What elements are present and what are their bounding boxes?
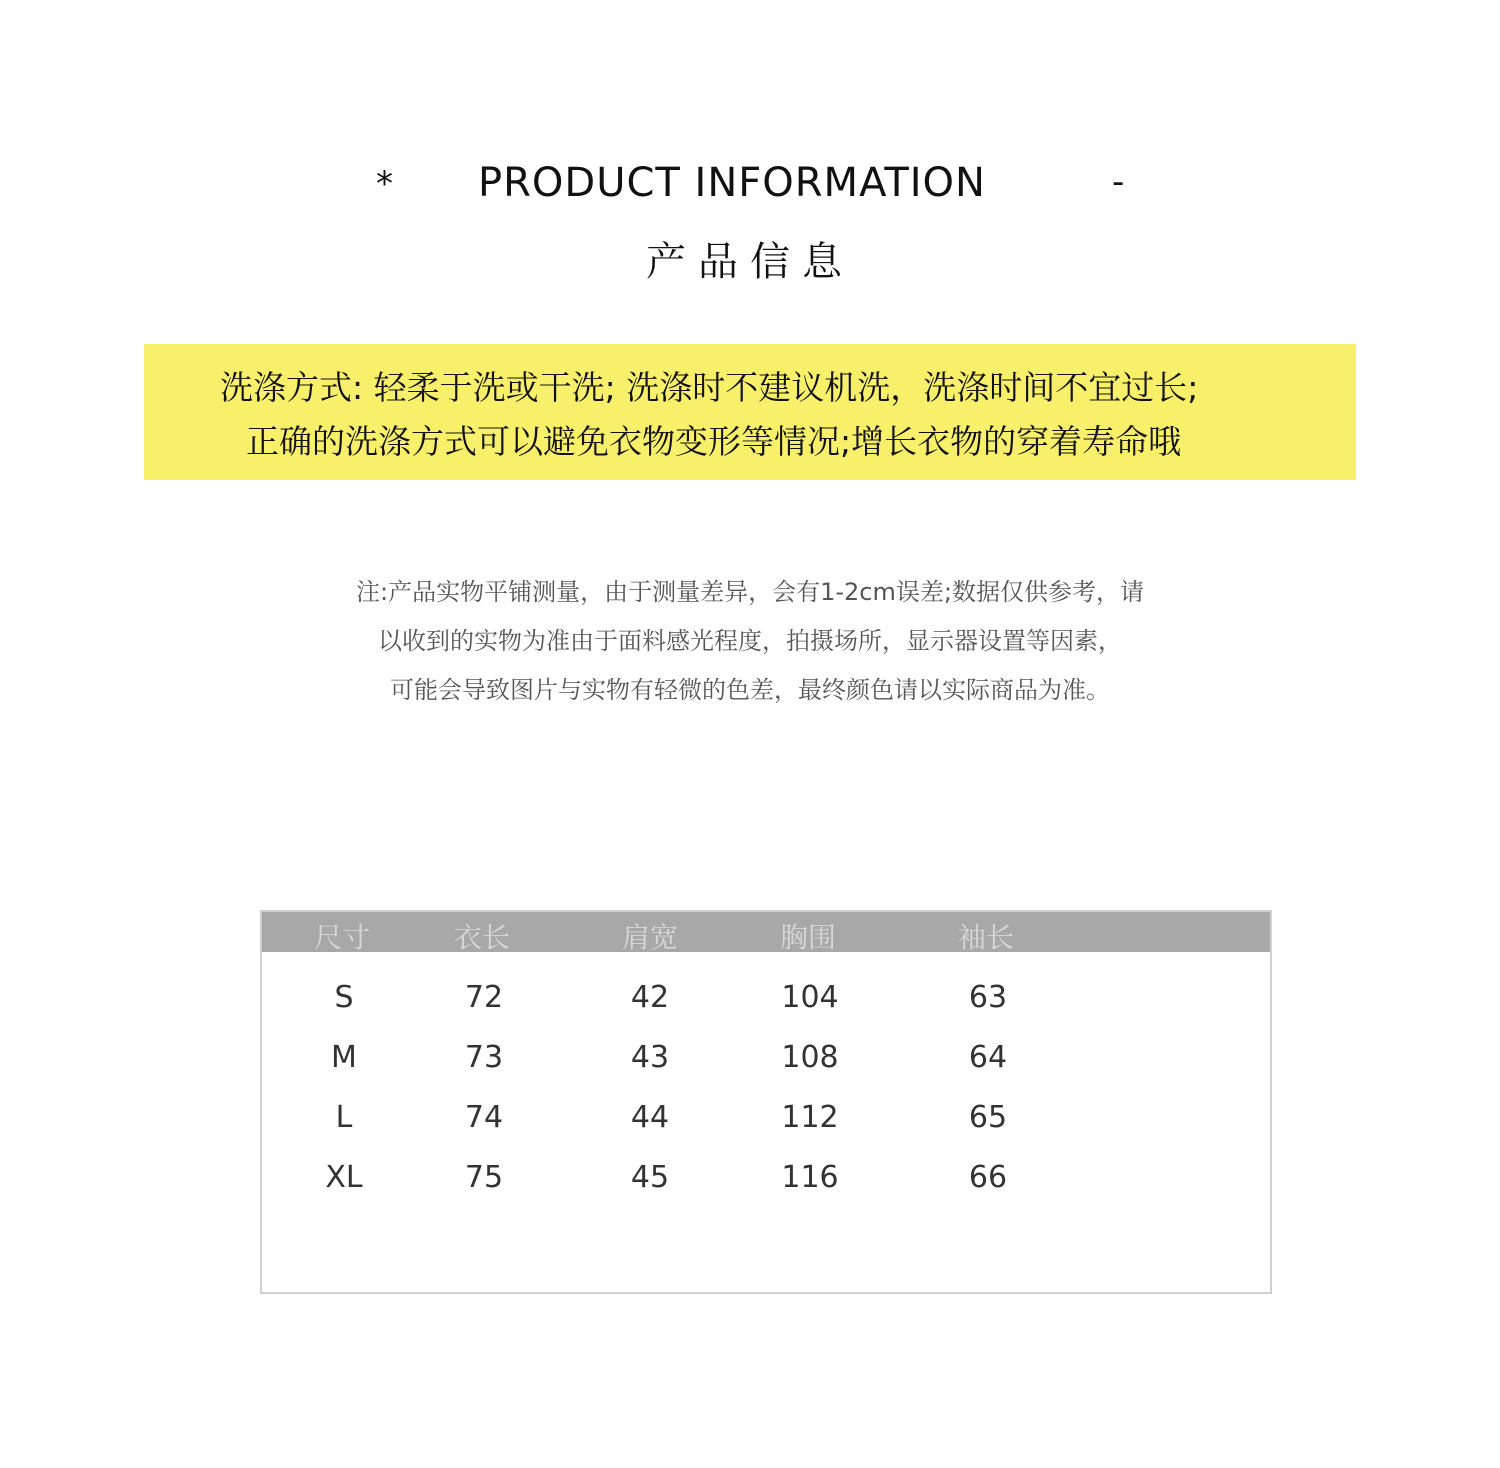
cell-chest: 116 [781, 1160, 839, 1195]
cell-sleeve: 63 [968, 980, 1008, 1015]
measurement-note-line-3: 可能会导致图片与实物有轻微的色差，最终颜色请以实际商品为准。 [390, 676, 1110, 704]
header-sleeve: 袖长 [958, 921, 1015, 954]
cell-length: 72 [464, 980, 504, 1015]
cell-chest: 104 [781, 980, 839, 1015]
cell-sleeve: 65 [968, 1100, 1008, 1135]
cell-length: 73 [464, 1040, 504, 1075]
cell-shoulder: 45 [630, 1160, 670, 1195]
cell-length: 74 [464, 1100, 504, 1135]
measurement-note-line-1: 注:产品实物平铺测量，由于测量差异，会有1-2cm误差;数据仅供参考，请 [356, 578, 1144, 606]
cell-chest: 112 [781, 1100, 839, 1135]
size-table [260, 910, 1272, 1294]
title-star: * [376, 164, 393, 204]
wash-instructions-banner [144, 344, 1356, 480]
header-size: 尺寸 [314, 921, 371, 954]
wash-instructions-line-2: 正确的洗涤方式可以避免衣物变形等情况;增长衣物的穿着寿命哦 [246, 422, 1182, 461]
header-chest: 胸围 [780, 921, 837, 954]
cell-sleeve: 66 [968, 1160, 1008, 1195]
page-subtitle: 产品信息 [646, 239, 854, 285]
cell-size: M [331, 1040, 357, 1075]
cell-shoulder: 43 [630, 1040, 670, 1075]
cell-size: XL [325, 1160, 363, 1195]
size-table-body [262, 912, 1270, 1292]
cell-chest: 108 [781, 1040, 839, 1075]
cell-size: L [335, 1100, 353, 1135]
cell-size: S [334, 980, 354, 1015]
header-shoulder: 肩宽 [622, 921, 679, 954]
wash-instructions-line-1: 洗涤方式: 轻柔于洗或干洗; 洗涤时不建议机洗，洗涤时间不宜过长; [220, 368, 1199, 407]
measurement-note-line-2: 以收到的实物为准由于面料感光程度，拍摄场所，显示器设置等因素， [378, 627, 1122, 655]
title-dash: - [1112, 162, 1125, 202]
header-length: 衣长 [454, 921, 511, 954]
title-row [0, 160, 1500, 216]
cell-shoulder: 44 [630, 1100, 670, 1135]
cell-shoulder: 42 [630, 980, 670, 1015]
cell-length: 75 [464, 1160, 504, 1195]
cell-sleeve: 64 [968, 1040, 1008, 1075]
page-title: PRODUCT INFORMATION [478, 160, 986, 206]
